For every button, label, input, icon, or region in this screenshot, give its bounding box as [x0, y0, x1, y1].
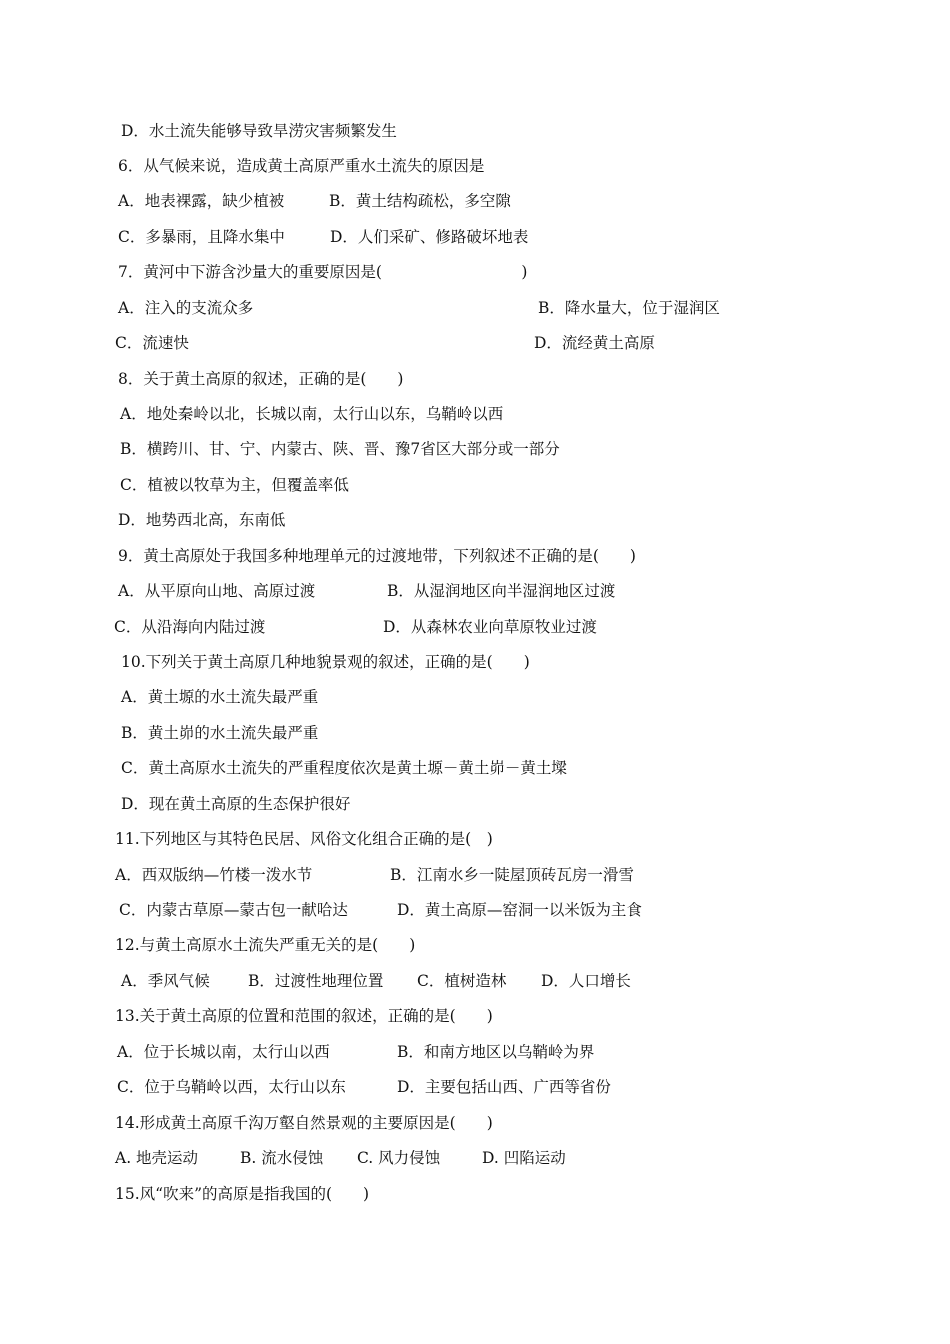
question-6-option-b: B．黄土结构疏松，多空隙 — [329, 192, 511, 210]
question-14-stem: 14.形成黄土高原千沟万壑自然景观的主要原因是( ) — [115, 1114, 493, 1132]
question-8-option-d: D．地势西北高，东南低 — [118, 511, 286, 529]
question-9-option-c: C．从沿海向内陆过渡 — [114, 618, 266, 636]
question-11-option-b: B．江南水乡一陡屋顶砖瓦房一滑雪 — [390, 866, 634, 884]
question-8-option-b: B．横跨川、甘、宁、内蒙古、陕、晋、豫7省区大部分或一部分 — [120, 440, 560, 458]
question-13-option-d: D．主要包括山西、广西等省份 — [397, 1078, 611, 1096]
question-14-option-d: D. 凹陷运动 — [482, 1149, 566, 1167]
question-8-option-c: C．植被以牧草为主，但覆盖率低 — [120, 476, 349, 494]
question-7-option-d: D．流经黄土高原 — [534, 334, 655, 352]
question-11-stem: 11.下列地区与其特色民居、风俗文化组合正确的是( ) — [115, 830, 493, 848]
question-5-option-d: D．水土流失能够导致旱涝灾害频繁发生 — [121, 122, 397, 140]
question-12-option-d: D．人口增长 — [541, 972, 631, 990]
question-15-stem: 15.风“吹来”的高原是指我国的( ) — [115, 1185, 370, 1203]
question-12-option-a: A．季风气候 — [121, 972, 210, 990]
question-9-option-a: A．从平原向山地、高原过渡 — [118, 582, 316, 600]
question-13-option-b: B．和南方地区以乌鞘岭为界 — [397, 1043, 595, 1061]
question-6-option-d: D．人们采矿、修路破坏地表 — [330, 228, 529, 246]
question-6-option-c: C．多暴雨，且降水集中 — [118, 228, 285, 246]
question-10-stem: 10.下列关于黄土高原几种地貌景观的叙述，正确的是( ) — [121, 653, 530, 671]
question-14-option-c: C. 风力侵蚀 — [357, 1149, 441, 1167]
question-10-option-a: A．黄土塬的水土流失最严重 — [121, 688, 319, 706]
question-13-stem: 13.关于黄土高原的位置和范围的叙述，正确的是( ) — [115, 1007, 493, 1025]
question-11-option-d: D．黄土高原—窑洞一以米饭为主食 — [397, 901, 642, 919]
question-8-stem: 8．关于黄土高原的叙述，正确的是( ) — [118, 370, 404, 388]
question-9-option-d: D．从森林农业向草原牧业过渡 — [383, 618, 597, 636]
question-8-option-a: A．地处秦岭以北，长城以南，太行山以东，乌鞘岭以西 — [120, 405, 504, 423]
question-12-option-c: C．植树造林 — [417, 972, 507, 990]
question-13-option-a: A．位于长城以南，太行山以西 — [117, 1043, 330, 1061]
question-7-option-b: B．降水量大，位于湿润区 — [538, 299, 720, 317]
question-10-option-c: C．黄土高原水土流失的严重程度依次是黄土塬－黄土峁－黄土墚 — [121, 759, 567, 777]
question-11-option-c: C．内蒙古草原—蒙古包一献哈达 — [119, 901, 348, 919]
question-12-option-b: B．过渡性地理位置 — [248, 972, 384, 990]
question-9-stem: 9．黄土高原处于我国多种地理单元的过渡地带，下列叙述不正确的是( ) — [118, 547, 636, 565]
question-9-option-b: B．从湿润地区向半湿润地区过渡 — [387, 582, 616, 600]
question-12-stem: 12.与黄土高原水土流失严重无关的是( ) — [115, 936, 416, 954]
question-6-stem: 6．从气候来说，造成黄土高原严重水土流失的原因是 — [118, 157, 485, 175]
question-10-option-b: B．黄土峁的水土流失最严重 — [121, 724, 319, 742]
question-6-option-a: A．地表裸露，缺少植被 — [118, 192, 285, 210]
question-7-stem: 7．黄河中下游含沙量大的重要原因是( ) — [118, 263, 528, 281]
question-7-option-c: C．流速快 — [115, 334, 189, 352]
question-13-option-c: C．位于乌鞘岭以西，太行山以东 — [117, 1078, 346, 1096]
question-11-option-a: A．西双版纳—竹楼一泼水节 — [115, 866, 313, 884]
question-7-option-a: A．注入的支流众多 — [118, 299, 254, 317]
question-14-option-a: A. 地壳运动 — [115, 1149, 199, 1167]
question-14-option-b: B. 流水侵蚀 — [240, 1149, 324, 1167]
question-10-option-d: D．现在黄土高原的生态保护很好 — [121, 795, 351, 813]
